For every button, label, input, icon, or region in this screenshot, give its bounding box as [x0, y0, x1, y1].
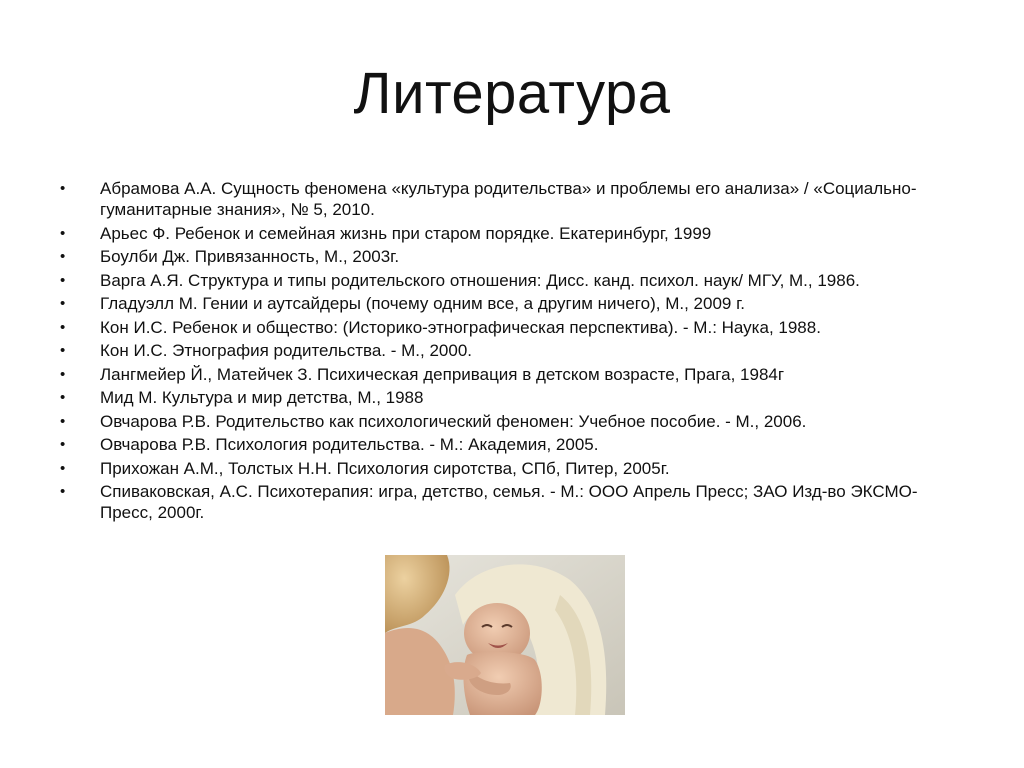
reference-item	[60, 411, 960, 432]
reference-text: Овчарова Р.В. Родительство как психологический феномен: Учебное пособие. - М., 2006.	[100, 411, 807, 431]
bullet-icon: •	[60, 318, 66, 336]
mother-baby-photo-icon	[385, 555, 625, 715]
reference-text: Кон И.С. Ребенок и общество: (Историко-этнографическая перспектива). - М.: Наука, 1988.	[100, 317, 821, 337]
reference-item	[60, 293, 960, 314]
reference-text: Гладуэлл М. Гении и аутсайдеры (почему одним все, а другим ничего), М., 2009 г.	[100, 294, 745, 313]
reference-text: Кон И.С. Этнография родительства. - М., 2000.	[100, 341, 472, 360]
reference-item	[60, 364, 960, 385]
bullet-icon: •	[60, 412, 66, 430]
reference-item	[60, 270, 960, 291]
reference-text: Абрамова А.А. Сущность феномена «культура родительства» и проблемы его анализа» / «Социально-гуманитарные знания», № 5, 2010.	[100, 179, 917, 219]
slide-title: Литература	[353, 61, 671, 126]
reference-text: Спиваковская, А.С. Психотерапия: игра, детство, семья. - М.: ООО Апрель Пресс; ЗАО Изд-во ЭКСМО-Пресс, 2000г.	[100, 482, 918, 522]
reference-item	[60, 340, 960, 361]
reference-item	[60, 387, 960, 408]
bullet-icon: •	[60, 389, 66, 406]
reference-item	[60, 178, 960, 220]
reference-item	[60, 458, 960, 479]
reference-text: Лангмейер Й., Матейчек З. Психическая депривация в детском возрасте, Прага, 1984г	[100, 364, 785, 384]
reference-text: Овчарова Р.В. Психология родительства. - М.: Академия, 2005.	[100, 435, 599, 454]
reference-item	[60, 223, 960, 244]
mother-baby-photo	[385, 555, 625, 715]
reference-text: Боулби Дж. Привязанность, М., 2003г.	[100, 247, 400, 266]
bullet-icon: •	[60, 436, 66, 453]
reference-item	[60, 481, 960, 523]
bullet-icon: •	[60, 459, 66, 477]
bullet-icon: •	[60, 365, 66, 383]
reference-list	[60, 178, 960, 526]
bullet-icon: •	[60, 295, 66, 312]
reference-item	[60, 317, 960, 338]
bullet-icon: •	[60, 271, 66, 289]
reference-text: Арьес Ф. Ребенок и семейная жизнь при старом порядке. Екатеринбург, 1999	[100, 223, 712, 243]
reference-text: Мид М. Культура и мир детства, М., 1988	[100, 388, 424, 407]
bullet-icon: •	[60, 342, 66, 359]
bullet-icon: •	[60, 180, 66, 197]
reference-text: Прихожан А.М., Толстых Н.Н. Психология сиротства, СПб, Питер, 2005г.	[100, 458, 670, 478]
bullet-icon: •	[60, 248, 66, 265]
bullet-icon: •	[60, 483, 66, 500]
reference-item	[60, 246, 960, 267]
reference-text: Варга А.Я. Структура и типы родительского отношения: Дисс. канд. психол. наук/ МГУ, М., 1986.	[100, 270, 860, 290]
bullet-icon: •	[60, 224, 66, 242]
reference-item	[60, 434, 960, 455]
